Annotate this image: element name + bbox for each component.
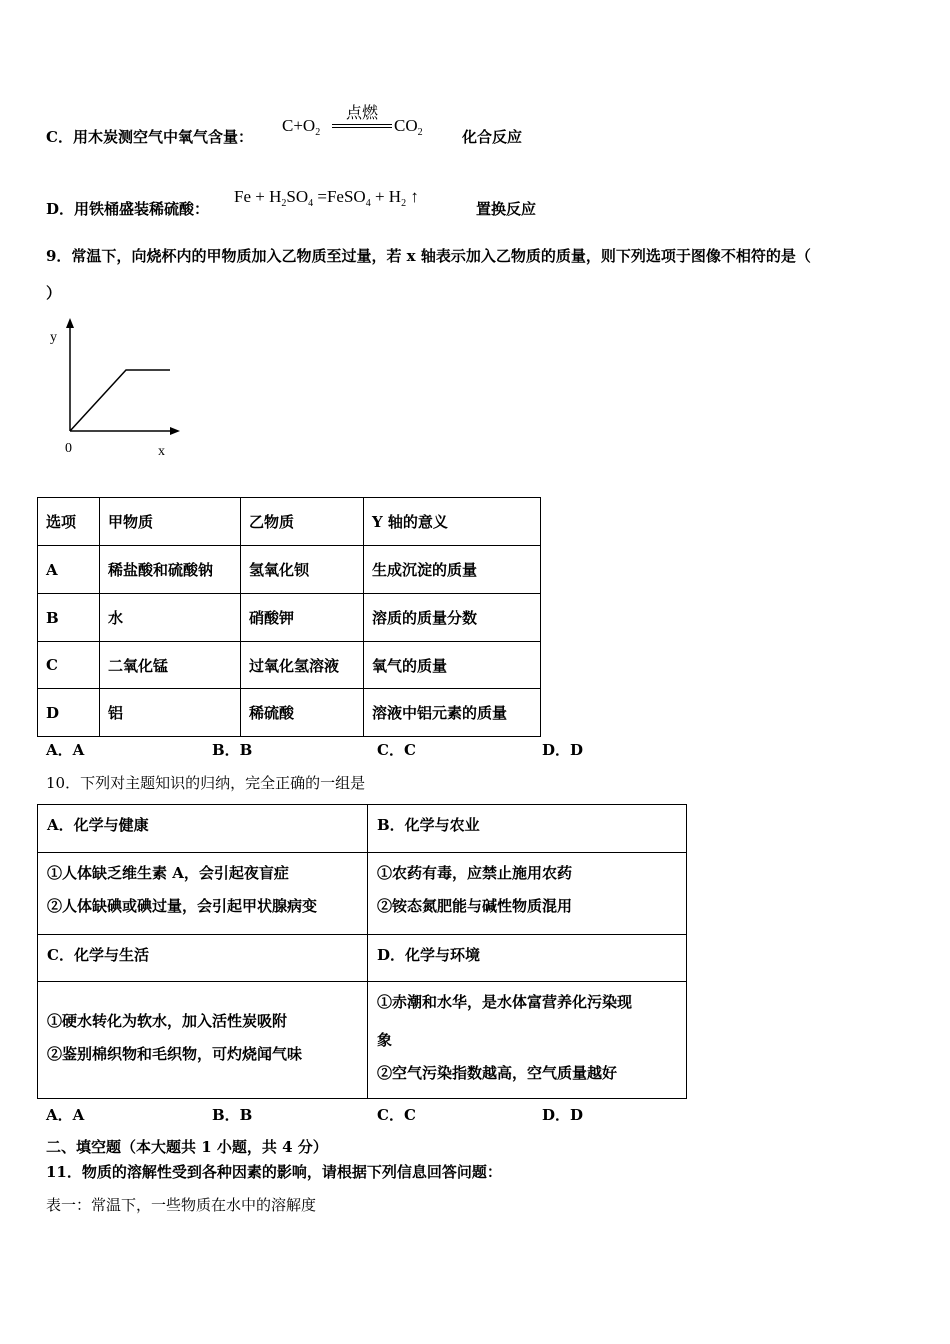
theme-c-item: ②鉴别棉织物和毛织物，可灼烧闻气味 [47,1045,303,1063]
table-row [38,594,541,642]
option-c-label: C．用木炭测空气中氧气含量： [46,128,253,146]
table-cell: 生成沉淀的质量 [364,546,541,594]
equation-d: $Fe + H_2SO_4$ =FeSO$_4$ + $H_2$ ↑ [234,187,419,209]
section-heading: 二、填空题（本大题共 1 小题，共 4 分） [46,1138,328,1156]
grid-divider-v [367,805,368,1098]
reaction-condition: 点燃 [345,103,378,122]
choice-c[interactable]: C．C [377,741,416,759]
grid-divider-h [38,934,686,935]
reaction-type-c: 化合反应 [462,128,523,146]
choice-c[interactable]: C．C [377,1106,416,1124]
data-curve [70,370,170,431]
q10-choices [0,1104,950,1124]
table1-caption: 表一：常温下，一些物质在水中的溶解度 [46,1196,317,1214]
table-header-row [38,498,541,546]
table-cell: 溶质的质量分数 [364,594,541,642]
table-cell: 二氧化锰 [100,642,241,689]
choice-a[interactable]: A．A [46,741,85,759]
table-cell: D [38,689,100,737]
table-cell: C [38,642,100,689]
x-axis-arrow [170,427,180,435]
q10-stem: 10．下列对主题知识的归纳，完全正确的一组是 [46,774,366,792]
q9-stem-end: ） [46,284,62,302]
theme-c-item: ①硬水转化为软水，加入活性炭吸附 [47,1012,288,1030]
q11-stem: 11．物质的溶解性受到各种因素的影响，请根据下列信息回答问题： [46,1163,502,1181]
choice-b[interactable]: B．B [212,741,253,759]
theme-d-item: ②空气污染指数越高，空气质量越好 [377,1064,618,1082]
table-cell: B [38,594,100,642]
choice-d[interactable]: D．D [542,741,584,759]
grid-divider-h [38,852,686,853]
header-cell: 甲物质 [100,498,241,546]
theme-c-title: C．化学与生活 [47,946,149,964]
grid-divider-h [38,981,686,982]
theme-b-title: B．化学与农业 [377,816,480,834]
equation-c-left: $C+O_2$ [282,116,321,138]
table-cell: 水 [100,594,241,642]
theme-a-title: A．化学与健康 [47,816,149,834]
equation-c-right: $CO_2$ [394,116,423,138]
table-cell: 稀硫酸 [241,689,364,737]
choice-d[interactable]: D．D [542,1106,584,1124]
q9-graph [40,318,190,463]
table-cell: 氧气的质量 [364,642,541,689]
table-cell: 溶液中铝元素的质量 [364,689,541,737]
option-d-label: D．用铁桶盛装稀硫酸： [46,200,210,218]
table-cell: 铝 [100,689,241,737]
header-cell: 选项 [38,498,100,546]
q10-grid [37,804,687,1099]
y-axis-label: y [50,330,57,345]
table-row [38,642,541,689]
y-axis-arrow [66,318,74,328]
table-row [38,689,541,737]
choice-b[interactable]: B．B [212,1106,253,1124]
header-cell: 乙物质 [241,498,364,546]
theme-a-item: ②人体缺碘或碘过量，会引起甲状腺病变 [47,897,318,915]
equals-sign [332,124,392,128]
theme-d-item: 象 [377,1031,393,1049]
q9-choices [0,739,950,759]
x-axis-label: x [158,444,165,459]
theme-d-title: D．化学与环境 [377,946,481,964]
theme-a-item: ①人体缺乏维生素 A，会引起夜盲症 [47,864,289,882]
table-cell: 硝酸钾 [241,594,364,642]
theme-b-item: ②铵态氮肥能与碱性物质混用 [377,897,573,915]
q9-stem: 9．常温下，向烧杯内的甲物质加入乙物质至过量，若 x 轴表示加入乙物质的质量，则下列选项于图像不相符的是（ [46,247,811,265]
reaction-type-d: 置换反应 [476,200,537,218]
table-cell: 氢氧化钡 [241,546,364,594]
table-cell: A [38,546,100,594]
origin-label: 0 [65,441,72,456]
choice-a[interactable]: A．A [46,1106,85,1124]
q9-table [37,497,541,737]
theme-d-item: ①赤潮和水华，是水体富营养化污染现 [377,993,633,1011]
theme-b-item: ①农药有毒，应禁止施用农药 [377,864,573,882]
header-cell: Y 轴的意义 [364,498,541,546]
table-cell: 过氧化氢溶液 [241,642,364,689]
table-row [38,546,541,594]
table-cell: 稀盐酸和硫酸钠 [100,546,241,594]
